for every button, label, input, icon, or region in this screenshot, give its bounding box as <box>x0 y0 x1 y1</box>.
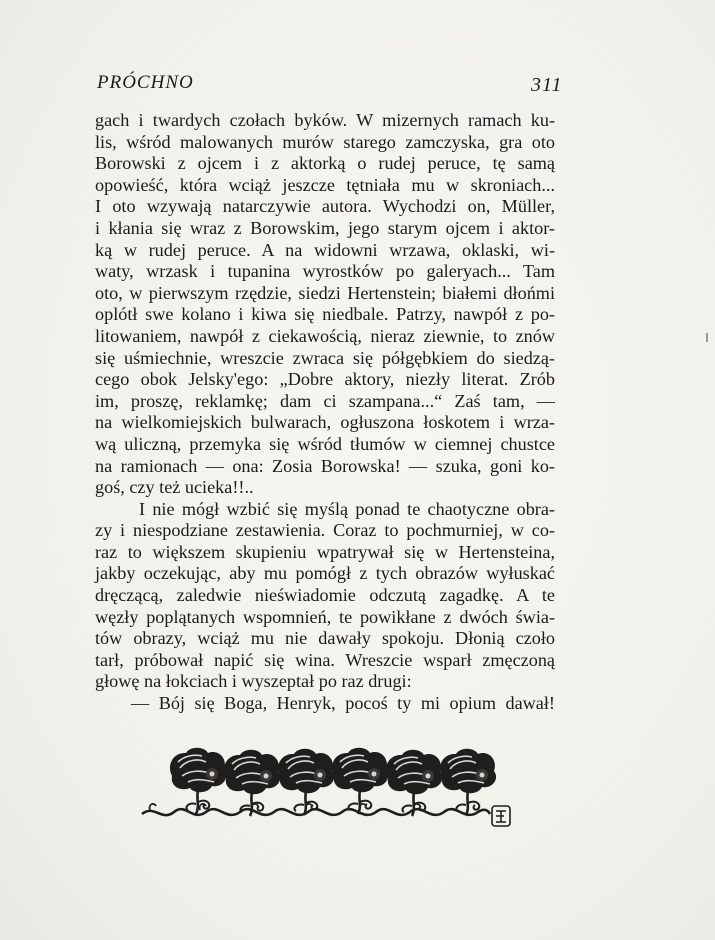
text-line: opowieść, która wciąż jeszcze tętniała mu w skroniach... <box>95 174 555 195</box>
text-line: Borowski z ojcem i z aktorką o rudej peruce, tę samą <box>95 153 555 174</box>
text-line: lis, wśród malowanych murów starego zamczyska, gra oto <box>95 131 555 152</box>
margin-mark <box>706 333 708 342</box>
text-line: oplótł swe kolano i kiwa się niedbale. Patrzy, nawpół z po- <box>95 304 555 325</box>
text-line: jakby oczekując, aby mu pomógł z tych obrazów wyłuskać <box>95 563 555 584</box>
page-number: 311 <box>531 74 563 96</box>
text-line: gach i twardych czołach byków. W mizernych ramach ku- <box>95 110 555 130</box>
text-line: wą uliczną, przemyka się wśród tłumów w ciemnej chustce <box>95 433 555 454</box>
floral-vignette-icon <box>140 744 515 836</box>
monogram-icon <box>492 806 510 826</box>
text-line: na ramionach — ona: Zosia Borowska! — szuka, goni ko- <box>95 455 555 476</box>
text-line: się uśmiechnie, wreszcie zwraca się półgębkiem do siedzą- <box>95 347 555 368</box>
dialogue-line: — Bój się Boga, Henryk, pocoś ty mi opium dawał! <box>131 693 555 714</box>
text-line: głowę na łokciach i wyszeptał po raz drugi: <box>95 671 412 692</box>
text-line: litowaniem, nawpół z ciekawością, nieraz ziewnie, to znów <box>95 325 555 346</box>
text-line: I oto wzywają natarczywie autora. Wychodzi on, Müller, <box>95 196 555 217</box>
text-line: cego obok Jelsky'ego: „Dobre aktory, niezły literat. Zrób <box>95 369 555 390</box>
text-line: tów obrazy, wciąż mu nie dawały spokoju. Dłonią czoło <box>95 628 555 649</box>
text-line: ką w rudej peruce. A na widowni wrzawa, oklaski, wi- <box>95 239 555 260</box>
text-line: tarł, próbował napić się wina. Wreszcie wsparł zmęczoną <box>95 649 555 670</box>
paragraph-first-line: I nie mógł wzbić się myślą ponad te chaotyczne obra- <box>139 498 555 519</box>
text-line: na wielkomiejskich bulwarach, ogłuszona łoskotem i wrza- <box>95 412 555 433</box>
text-line: goś, czy też ucieka!!.. <box>95 477 254 498</box>
text-line: im, proszę, reklamkę; dam ci szampana...“ Zaś tam, — <box>95 390 555 411</box>
text-line: dręczącą, zaledwie nieświadomie odczutą zagadkę. A te <box>95 585 555 606</box>
text-line: raz to większem skupieniu wpatrywał się w Hertensteina, <box>95 541 555 562</box>
text-line: węzły poplątanych wspomnień, te powikłane z dwóch świa- <box>95 606 555 627</box>
text-line: oto, w pierwszym rzędzie, siedzi Hertenstein; białemi dłońmi <box>95 282 555 303</box>
text-line: i kłania się wraz z Borowskim, jego starym ojcem i aktor- <box>95 217 555 238</box>
running-head: PRÓCHNO <box>97 72 194 93</box>
body-text <box>95 110 555 715</box>
text-line: waty, wrzask i tupanina wyrostków po galeryach... Tam <box>95 261 555 282</box>
text-line: zy i niespodziane zestawienia. Coraz to pochmurniej, w co- <box>95 520 555 541</box>
